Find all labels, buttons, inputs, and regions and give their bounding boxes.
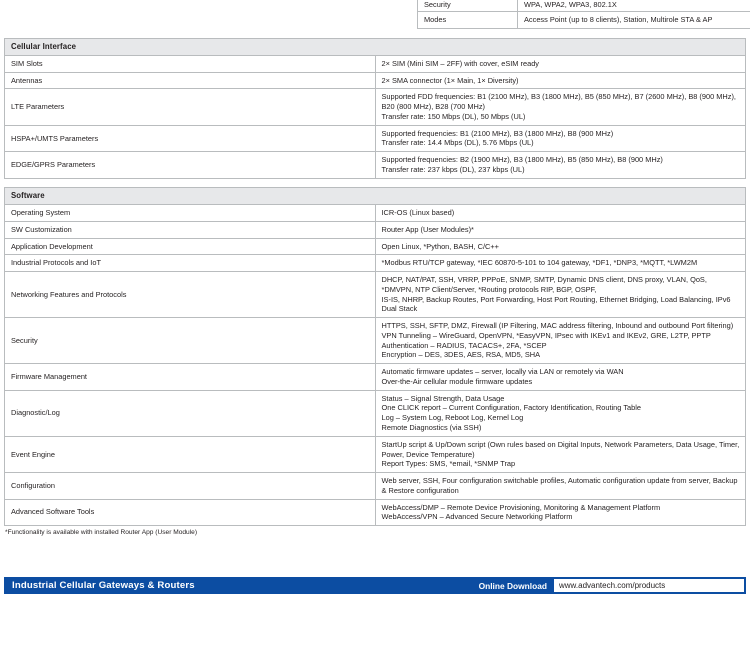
row-value [375,55,746,72]
row-label: Operating System [5,204,376,221]
spacer [0,179,750,187]
row-label: Antennas [5,72,376,89]
value-line: Authentication – RADIUS, TACACS+, 2FA, *SCEP [381,340,547,350]
value-line: Supported frequencies: B1 (2100 MHz), B3 (1800 MHz), B8 (900 MHz) [381,128,614,138]
row-label: Security [418,0,518,11]
value-line: Remote Diagnostics (via SSH) [381,423,482,432]
table-row [5,72,746,89]
table-row [5,473,746,500]
row-value [375,364,746,391]
table-row [5,255,746,272]
value-line: DHCP, NAT/PAT, SSH, VRRP, PPPoE, SNMP, SMTP, Dynamic DNS client, DNS proxy, VLAN, QoS, *DMVPN, NTP Client/Server, *Routing protocols RIP, BGP, OSPF, [381,275,707,294]
row-label: Advanced Software Tools [5,499,376,526]
table-row [5,152,746,179]
value-line: 2× SIM (Mini SIM – 2FF) with cover, eSIM ready [381,58,540,68]
row-value [375,499,746,526]
row-label: Configuration [5,473,376,500]
table-row [5,89,746,125]
value-line: IS-IS, NHRP, Backup Routes, Port Forwarding, Host Port Routing, Ethernet Bridging, Load Balancing, IPv6 Dual Stack [381,294,731,314]
table-row [5,272,746,318]
row-value [375,473,746,500]
software-table [4,187,746,526]
table-row [418,11,750,28]
spacer [0,29,750,38]
value-line: *Modbus RTU/TCP gateway, *IEC 60870-5-101 to 104 gateway, *DF1, *DNP3, *MQTT, *LWM2M [381,258,698,268]
row-value: WPA, WPA2, WPA3, 802.1X [518,0,750,11]
row-label: EDGE/GPRS Parameters [5,152,376,179]
row-value [375,318,746,364]
footnote: *Functionality is available with installed Router App (User Module) [5,529,198,537]
footer-title: Industrial Cellular Gateways & Routers [12,580,195,591]
value-line: Over-the-Air cellular module firmware updates [381,376,533,386]
table-row [5,238,746,255]
value-line: Automatic firmware updates – server, locally via LAN or remotely via WAN [381,367,624,377]
table-row [5,499,746,526]
row-value [375,125,746,152]
table-row [5,390,746,436]
row-label: Security [5,318,376,364]
value-line: Router App (User Modules)* [381,224,474,234]
value-line: Transfer rate: 150 Mbps (DL), 50 Mbps (UL) [381,111,526,121]
row-value: Access Point (up to 8 clients), Station, Multirole STA & AP [518,11,750,28]
value-line: Transfer rate: 14.4 Mbps (DL), 5.76 Mbps (UL) [381,138,534,148]
row-label: Modes [418,11,518,28]
value-line: WebAccess/DMP – Remote Device Provisioning, Monitoring & Management Platform [381,502,661,512]
row-value [375,390,746,436]
value-line: Open Linux, *Python, BASH, C/C++ [381,241,499,251]
row-label: Event Engine [5,436,376,472]
value-line: Log – System Log, Reboot Log, Kernel Log [381,413,524,423]
value-line: VPN Tunneling – WireGuard, OpenVPN, *EasyVPN, IPsec with IKEv1 and IKEv2, GRE, L2TP, PPTP [381,330,711,340]
row-value [375,72,746,89]
row-value [375,272,746,318]
value-line: 2× SMA connector (1× Main, 1× Diversity) [381,75,519,85]
row-label: Diagnostic/Log [5,390,376,436]
row-label: SW Customization [5,221,376,238]
wifi-parameters-table [417,0,750,29]
table-row [5,436,746,472]
value-line: StartUp script & Up/Down script (Own rules based on Digital Inputs, Network Parameters, Data Usage, Timer, Power, Device Temperature) [381,439,740,459]
row-label: Application Development [5,238,376,255]
row-label: Firmware Management [5,364,376,391]
value-line: Report Types: SMS, *email, *SNMP Trap [381,459,516,469]
row-label: Industrial Protocols and IoT [5,255,376,272]
section-header-cellular-interface [5,38,746,55]
table-row [5,125,746,152]
value-line: WebAccess/VPN – Advanced Secure Networking Platform [381,512,573,522]
row-value [375,152,746,179]
table-row [5,364,746,391]
value-line: Supported frequencies: B2 (1900 MHz), B3 (1800 MHz), B5 (850 MHz), B8 (900 MHz) [381,155,663,165]
online-download-label: Online Download [478,580,547,591]
table-row [5,221,746,238]
value-line: Encryption – DES, 3DES, AES, RSA, MD5, SHA [381,350,541,360]
row-label: LTE Parameters [5,89,376,125]
row-label [5,272,376,318]
table-row [418,0,750,11]
value-line: Status – Signal Strength, Data Usage [381,393,505,403]
value-line: Web server, SSH, Four configuration switchable profiles, Automatic configuration update from server, Backup & Restore configuration [381,476,738,495]
value-line: ICR-OS (Linux based) [381,207,455,217]
cellular-interface-table [4,38,746,179]
section-header-software [5,187,746,204]
row-label-line: Networking Features and Protocols [11,289,127,299]
section-title: Cellular Interface [5,38,746,55]
row-value [375,255,746,272]
download-url[interactable]: www.advantech.com/products [554,579,744,592]
row-value [375,238,746,255]
table-row [5,55,746,72]
value-line: One CLICK report – Current Configuration, Factory Identification, Routing Table [381,403,641,413]
table-row [5,318,746,364]
row-label: SIM Slots [5,55,376,72]
section-title: Software [5,187,746,204]
value-line: Supported FDD frequencies: B1 (2100 MHz), B3 (1800 MHz), B5 (850 MHz), B7 (2600 MHz), B8 (900 MHz), B20 (800 MHz), B28 (700 MHz) [381,92,736,112]
row-label: HSPA+/UMTS Parameters [5,125,376,152]
row-value [375,204,746,221]
top-partial-table-wrapper [0,0,750,29]
row-value [375,221,746,238]
row-value [375,89,746,125]
value-line: Transfer rate: 237 kbps (DL), 237 kbps (UL) [381,164,525,174]
row-value [375,436,746,472]
table-row [5,204,746,221]
footer-bar [4,577,746,594]
value-line: HTTPS, SSH, SFTP, DMZ, Firewall (IP Filtering, MAC address filtering, Inbound and outbound Port filtering) [381,321,734,331]
